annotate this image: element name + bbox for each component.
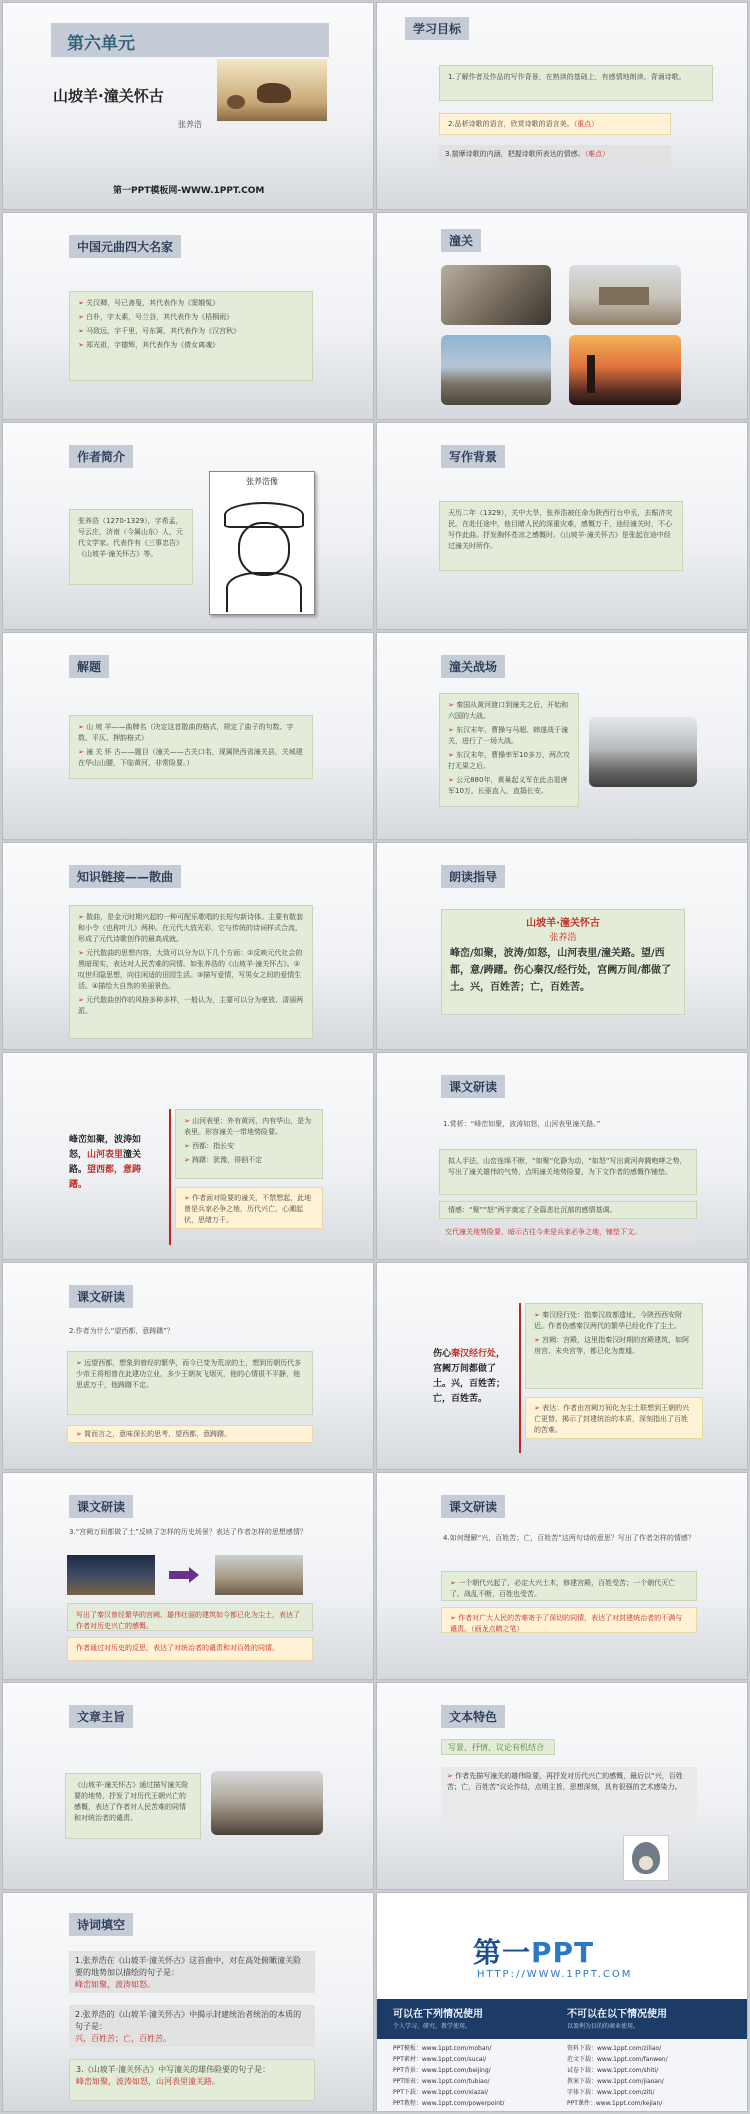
slide-3-masters[interactable] xyxy=(2,212,374,420)
slide-9-sanqu[interactable] xyxy=(2,842,374,1050)
features-sub: 写景、抒情、议论有机结合 xyxy=(441,1739,555,1755)
poem-author: 张养浩 xyxy=(549,933,577,943)
answer-1: 拟人手法，山峦连绵不断，“如聚”化静为动，“如怒”写出黄河奔腾咆哮之势，写出了潼关雄伟的气势，点明潼关地势险要，为下文作者的感慨作铺垫。 xyxy=(439,1149,697,1195)
divider xyxy=(519,1303,521,1453)
sanqu-p3: ➢ 元代散曲创作的风格多种多样，一般认为，主要可以分为豪放、清丽两派。 xyxy=(78,995,304,1017)
link-item[interactable]: PPT图表：www.1ppt.com/tubiao/ xyxy=(393,2078,490,2085)
answer-text: ➢ 远望西都，想象到曾经的繁华，而今已变为荒凉的土，想到历朝历代多少帝王将相曾在此建功立业，多少王朝灰飞烟灭，他的心情很不平静，他思虑万千，他踌躇不定。 xyxy=(76,1358,304,1391)
goal-1: 1.了解作者及作品的写作背景，在熟读的基础上，有感情地朗读、背诵诗歌。 xyxy=(439,65,713,101)
cover-footer: 第一PPT模板网-WWW.1PPT.COM xyxy=(113,186,265,196)
divider xyxy=(169,1109,171,1245)
fill-question-1 xyxy=(69,1951,315,1993)
poem-lines xyxy=(433,1347,507,1407)
note-2: ➢ 西都：指长安 xyxy=(184,1141,314,1152)
background-text: 天历二年（1329），关中大旱，张养浩被任命为陕西行台中丞，去赈济灾民。在赴任途中，他目睹人民的深重灾难，感慨万千，途经潼关时，不心写作此曲。抒发胸怀苍凉之感慨时。《山坡羊·潼关怀古》是张起在途中经过潼关时所作。 xyxy=(439,501,683,571)
slide-title: 文本特色 xyxy=(441,1705,505,1728)
battle-list xyxy=(439,693,579,807)
slide-title: 潼关 xyxy=(441,229,481,252)
slide-title: 课文研读 xyxy=(69,1285,133,1308)
answer-2-text: ➢ 作者对广大人民的苦难寄予了深切的同情，表达了对封建统治者的不满与谴责。（画龙点睛之笔） xyxy=(450,1613,688,1635)
fill-question-3 xyxy=(69,2059,315,2101)
analysis-note-text: ➢ 作者面对险要的潼关，不禁想起，此地曾是兵家必争之地，历代兴亡，心潮起伏，思绪万千。 xyxy=(184,1193,314,1226)
goal-3-text: 3.揣摩诗歌的内涵，把握诗歌所表达的情感。 xyxy=(445,150,585,158)
answer-box xyxy=(67,1351,313,1415)
features-text-body: ➢ 作者先描写潼关的雄伟险要，再抒发对历代兴亡的感慨，最后以“兴，百姓苦；亡，百姓苦”议论作结，点明主旨，思想深刻，具有很强的艺术感染力。 xyxy=(447,1771,691,1793)
allowed-sub: 个人学习、研究、教学使用。 xyxy=(393,2023,472,2030)
link-item[interactable]: 范文下载：www.1ppt.com/fanwen/ xyxy=(567,2056,668,2063)
link-item[interactable]: 资料下载：www.1ppt.com/ziliao/ xyxy=(567,2045,662,2052)
right-links xyxy=(567,2043,668,2109)
poem-box xyxy=(441,909,685,1015)
line-b: 秦汉经行处 xyxy=(451,1349,497,1359)
slide-6-background[interactable] xyxy=(376,422,748,630)
totoro-image xyxy=(623,1835,669,1881)
slide-11-analysis-1[interactable] xyxy=(2,1052,374,1260)
slide-title: 写作背景 xyxy=(441,445,505,468)
portrait-label: 张养浩像 xyxy=(246,477,278,486)
slide-title: 朗读指导 xyxy=(441,865,505,888)
list-item: ➢ 白朴，字太素，号兰谷，其代表作为《梧桐雨》 xyxy=(78,312,304,323)
link-item[interactable]: PPT背景：www.1ppt.com/beijing/ xyxy=(393,2067,491,2074)
slide-5-author[interactable] xyxy=(2,422,374,630)
question-4: 4.如何理解“兴，百姓苦；亡，百姓苦”这两句诗的意思？写出了作者怎样的情感？ xyxy=(443,1534,695,1542)
photo-battlefield xyxy=(589,717,697,787)
photo-pass-ruins xyxy=(441,265,551,325)
note-1: ➢ 山河表里：外有黄河，内有华山，是为表里。形容潼关一带地势险要。 xyxy=(184,1116,314,1138)
slide-19-fill[interactable] xyxy=(2,1892,374,2112)
answer-2 xyxy=(441,1607,697,1633)
arrow-head-icon xyxy=(189,1567,199,1583)
slide-14-analysis-2[interactable] xyxy=(376,1262,748,1470)
left-links xyxy=(393,2043,504,2109)
slide-title: 潼关战场 xyxy=(441,655,505,678)
fill-q3-text: 3.《山坡羊·潼关怀古》中写潼关的雄伟险要的句子是： xyxy=(76,2065,271,2074)
slide-title: 诗词填空 xyxy=(69,1913,133,1936)
slide-title: 课文研读 xyxy=(441,1075,505,1098)
note-3: ➢ 踌躇：犹豫，徘徊不定 xyxy=(184,1155,314,1166)
allowed-heading: 可以在下列情况使用 xyxy=(393,2009,483,2020)
links-area xyxy=(377,2039,748,2112)
analysis-note xyxy=(525,1397,703,1439)
slide-title: 知识链接——散曲 xyxy=(69,865,181,888)
list-item: ➢ 马致远，字千里，号东篱，其代表作为《汉宫秋》 xyxy=(78,326,304,337)
answer-summary-text: ➢ 简而言之，意味深长的思考，望西都，意踌躇。 xyxy=(76,1429,304,1440)
answer-summary xyxy=(67,1425,313,1443)
title-explain-box xyxy=(69,715,313,779)
line-b: 山河表里 xyxy=(87,1150,124,1160)
list-item: ➢ 公元880年，黄巢起义军在此击退唐军10万，长驱直入，直捣长安。 xyxy=(448,775,570,797)
photo-palace-ruins xyxy=(215,1555,303,1595)
ppt-logo[interactable] xyxy=(473,1931,594,1971)
slide-20-credits[interactable] xyxy=(376,1892,748,2112)
unit-label: 第六单元 xyxy=(67,34,135,54)
slide-title: 文章主旨 xyxy=(69,1705,133,1728)
link-item[interactable]: PPT课件：www.1ppt.com/kejian/ xyxy=(567,2100,663,2107)
answer-2: 作者通过对历史的反思，表达了对统治者的谴责和对百姓的同情。 xyxy=(67,1637,313,1661)
list-item: ➢ 关汉卿，号已斋叟，其代表作为《窦娥冤》 xyxy=(78,298,304,309)
features-text xyxy=(441,1767,697,1825)
masters-list xyxy=(69,291,313,381)
line-d: 宫阙万间都做了土。兴，百姓苦；亡，百姓苦。 xyxy=(433,1364,506,1404)
poem-title: 山坡羊·潼关怀古 xyxy=(526,918,600,929)
sanqu-p1: ➢ 散曲，是金元时期兴起的一种可配乐歌唱的长短句新诗体。主要有散套和小令（也称叶儿）两种。在元代大放光彩，它与传统的诗词样式合流，形成了元代诗歌创作的最高成就。 xyxy=(78,912,304,945)
goal-3 xyxy=(439,145,671,167)
link-item[interactable]: PPT教程：www.1ppt.com/powerpoint/ xyxy=(393,2100,505,2107)
slide-4-tongguan[interactable] xyxy=(376,212,748,420)
fill-q2-text: 2.张养浩的《山坡羊·潼关怀古》中揭示封建统治者统治的本质的句子是： xyxy=(75,2010,302,2031)
credits-panel xyxy=(377,1999,748,2112)
goal-2-text: 2.品析诗歌的语言，欣赏诗歌的语言美。 xyxy=(448,120,574,128)
line-a: 峰峦如聚，波涛如怒， xyxy=(69,1135,142,1160)
slide-8-battlefield[interactable] xyxy=(376,632,748,840)
list-item: ➢ 秦国从黄河渡口到潼关之后，开始和六国的大战。 xyxy=(448,700,570,722)
slide-2-goals[interactable] xyxy=(376,2,748,210)
analysis-note-text: ➢ 表达：作者由宫阙万间化为尘土联想到王朝的兴亡更替，揭示了封建统治的本质，深刻指出了百姓的苦难。 xyxy=(534,1403,694,1436)
photo-ruins xyxy=(211,1771,323,1835)
fill-a2-text: 兴，百姓苦；亡，百姓苦。 xyxy=(75,2034,171,2043)
line-d: 望西都， xyxy=(87,1165,124,1175)
link-item[interactable]: 字体下载：www.1ppt.com/ziti/ xyxy=(567,2089,655,2096)
sanqu-p2: ➢ 元代散曲的思想内容，大致可以分为以下几个方面：①反映元代社会的黑暗现实，表达对人民苦难的同情。如张养浩的《山坡羊·潼关怀古》。②叹世归隐思想，向往闲适的田园生活。③描写爱情，写男女之间的爱情生活。④描绘大自然的美丽景色。 xyxy=(78,948,304,992)
note-1: ➢ 秦汉经行处：指秦汉故都遗址，今陕西西安附近。作者伤感秦汉两代的繁华已经化作了尘土。 xyxy=(534,1310,694,1332)
poem-lines xyxy=(69,1133,153,1193)
author-bio: 张养浩（1270-1329），字希孟，号云庄，济南（今属山东）人，元代文学家。代表作有《三事忠告》《山坡羊·潼关怀古》等。 xyxy=(69,509,193,585)
sanqu-text xyxy=(69,905,313,1039)
poem-body: 峰峦/如聚，波涛/如怒，山河表里/潼关路。望/西都，意/踌躇。伤心秦汉/经行处，宫阙万间/都做了土。兴，百姓苦；亡，百姓苦。 xyxy=(450,948,671,993)
fill-q1-text: 1.张养浩在《山坡羊·潼关怀古》这首曲中，对在高处俯瞰潼关险要的地势加以描绘的句子是： xyxy=(75,1956,302,1977)
slide-1-cover[interactable] xyxy=(2,2,374,210)
photo-pass-tower xyxy=(569,265,681,325)
list-item: ➢ 郑光祖，字德辉，其代表作为《倩女离魂》 xyxy=(78,340,304,351)
logo-part-b: PPT xyxy=(531,1936,595,1969)
answer-1: 写出了秦汉曾经繁华的宫阙、雄伟壮丽的建筑如今都已化为尘土，表达了作者对历史兴亡的感慨。 xyxy=(67,1603,313,1631)
logo-part-a: 第一 xyxy=(473,1936,532,1969)
fill-a3-text: 峰峦如聚，波涛如怒，山河表里潼关路。 xyxy=(76,2077,220,2086)
theme-text: 《山坡羊·潼关怀古》通过描写潼关险要的地势，抒发了对历代王朝兴亡的感慨，表达了作者对人民苦难的同情和对统治者的谴责。 xyxy=(65,1773,201,1839)
line-e: 意踌躇。 xyxy=(69,1165,142,1190)
cover-author: 张养浩 xyxy=(178,120,202,129)
question-2: 2.作者为什么“望西都，意踌躇”？ xyxy=(69,1327,174,1335)
photo-pass-sunset xyxy=(569,335,681,405)
photo-palace-night xyxy=(67,1555,155,1595)
answer-3: 交代潼关地势险要，暗示古往今来是兵家必争之地，铺垫下文。 xyxy=(439,1225,697,1241)
cover-title: 山坡羊·潼关怀古 xyxy=(53,87,164,105)
notes-box xyxy=(175,1109,323,1179)
slide-title: 课文研读 xyxy=(441,1495,505,1518)
author-portrait xyxy=(209,471,315,615)
list-item: ➢ 东汉末年，曹操与马超、韩遂战于潼关，进行了一场大战。 xyxy=(448,725,570,747)
slide-10-reading[interactable] xyxy=(376,842,748,1050)
question-1: 1.赏析：“峰峦如聚，波涛如怒，山河表里潼关路。” xyxy=(443,1120,601,1128)
slide-17-theme[interactable] xyxy=(2,1682,374,1890)
slide-18-features[interactable] xyxy=(376,1682,748,1890)
slide-title: 解题 xyxy=(69,655,109,678)
slide-15-study-3[interactable] xyxy=(2,1472,374,1680)
line-c: 潼关路。 xyxy=(69,1150,142,1175)
fill-question-2 xyxy=(69,2005,315,2047)
link-item[interactable]: PPT素材：www.1ppt.com/sucai/ xyxy=(393,2056,487,2063)
explain-qupai: ➢ 山 坡 羊——曲牌名（决定这首散曲的格式，规定了曲子的句数、字数、平仄、押韵格式） xyxy=(78,722,304,744)
slide-title: 作者简介 xyxy=(69,445,133,468)
slide-16-study-4[interactable] xyxy=(376,1472,748,1680)
logo-url[interactable]: HTTP://WWW.1PPT.COM xyxy=(477,1969,633,1980)
slide-title: 中国元曲四大名家 xyxy=(69,235,181,258)
link-item[interactable]: 教案下载：www.1ppt.com/jiaoan/ xyxy=(567,2078,664,2085)
line-a: 伤心 xyxy=(433,1349,452,1359)
link-item[interactable]: PPT下载：www.1ppt.com/xiazai/ xyxy=(393,2089,488,2096)
slide-title: 课文研读 xyxy=(69,1495,133,1518)
disallowed-sub: 以盈利为目的的商业使用。 xyxy=(567,2023,640,2030)
answer-1 xyxy=(441,1571,697,1601)
disallowed-heading: 不可以在以下情况使用 xyxy=(567,2009,667,2020)
link-item[interactable]: PPT模板：www.1ppt.com/moban/ xyxy=(393,2045,492,2052)
slide-13-study-2[interactable] xyxy=(2,1262,374,1470)
fill-a1-text: 峰峦如聚，波涛如怒。 xyxy=(75,1980,155,1989)
analysis-note xyxy=(175,1187,323,1229)
notes-box xyxy=(525,1303,703,1389)
slide-12-study-1[interactable] xyxy=(376,1052,748,1260)
note-2: ➢ 宫阙：宫殿，这里指秦汉时期的宫殿建筑，如阿房宫、未央宫等，都已化为废墟。 xyxy=(534,1335,694,1357)
cover-painting xyxy=(217,59,327,121)
question-3: 3.“宫阙万间都做了土”反映了怎样的历史场景？表达了作者怎样的思想感情？ xyxy=(69,1528,307,1536)
goal-3-mark: （难点） xyxy=(584,150,610,158)
explain-topic: ➢ 潼 关 怀 古——题目（潼关——古关口名，现属陕西省潼关县，关城建在华山山腰，下临黄河，非常险要。） xyxy=(78,747,304,769)
photo-pass-valley xyxy=(441,335,551,405)
answer-2: 情感：“聚”“怒”两字奠定了全篇悲壮沉郁的感情基调。 xyxy=(439,1201,697,1219)
slide-title: 学习目标 xyxy=(405,17,469,40)
goal-2 xyxy=(439,113,671,135)
slide-7-title-explain[interactable] xyxy=(2,632,374,840)
line-c: ， xyxy=(496,1349,506,1359)
answer-1-text: ➢ 一个朝代兴起了，必定大兴土木，修建宫殿，百姓受苦；一个朝代灭亡了，战乱不断，百姓也受苦。 xyxy=(450,1578,688,1600)
arrow-icon xyxy=(169,1571,189,1579)
link-item[interactable]: 试卷下载：www.1ppt.com/shiti/ xyxy=(567,2067,659,2074)
goal-2-mark: （重点） xyxy=(573,120,599,128)
list-item: ➢ 东汉末年，曹操率军10多万，两次攻打无果之后。 xyxy=(448,750,570,772)
